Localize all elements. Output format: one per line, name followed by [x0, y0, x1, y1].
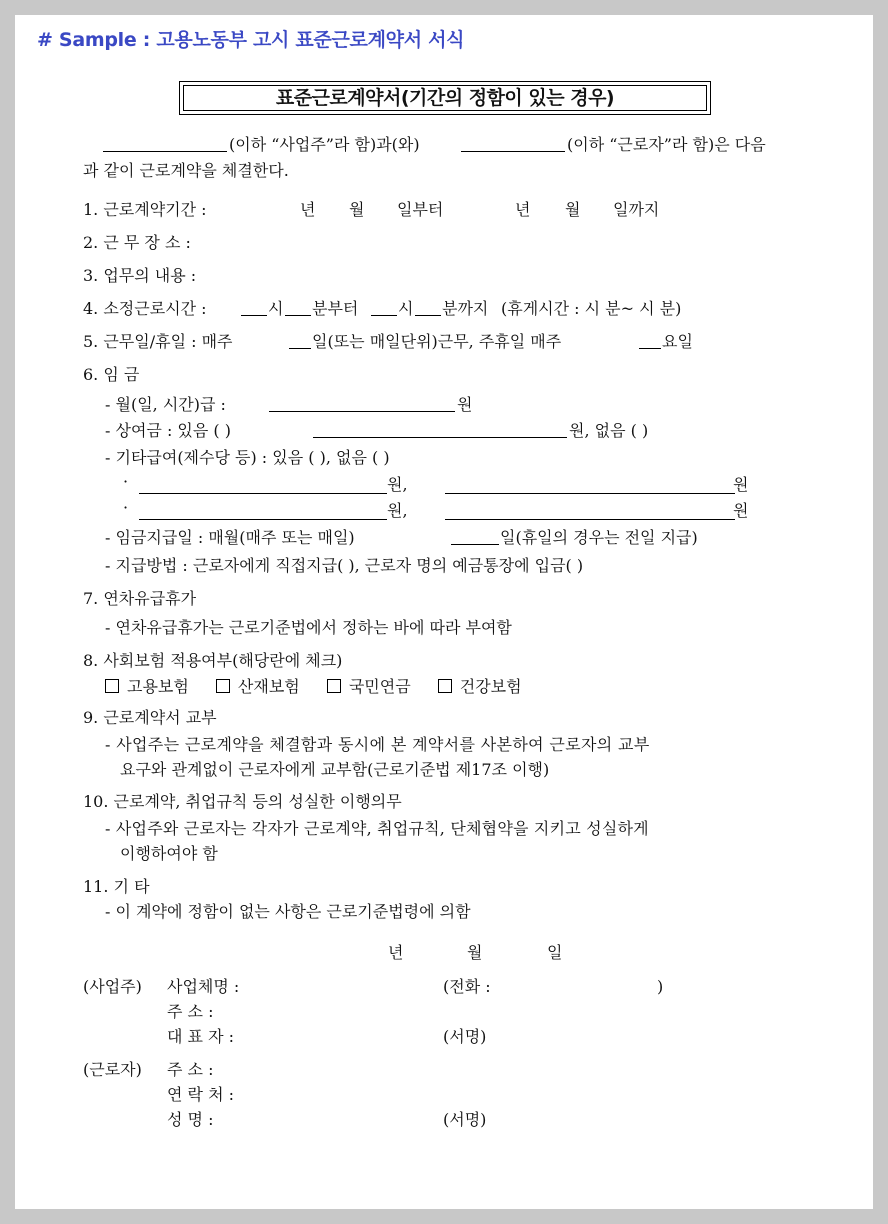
insurance-option-health[interactable]	[438, 677, 522, 696]
item6-bullet-1: ·	[123, 472, 129, 491]
worker-name: 성 명 :	[167, 1110, 214, 1129]
checkbox-industrial[interactable]	[216, 679, 230, 693]
item5-blank-days	[289, 348, 311, 349]
item1-month2: 월	[565, 200, 581, 219]
insurance-label-pension: 국민연금	[348, 677, 411, 696]
item4-hour1: 시	[268, 299, 284, 318]
item5-blank-weekday	[639, 348, 661, 349]
item10-line2: 이행하여야 함	[120, 844, 218, 863]
item1-from: 일부터	[397, 200, 444, 219]
item6-monthly-blank	[269, 411, 455, 412]
item6-monthly: - 월(일, 시간)급 :	[105, 395, 226, 414]
item6-bonus-none: 원, 없음 ( )	[569, 421, 649, 440]
item6-bonus: - 상여금 : 있음 ( )	[105, 421, 231, 440]
item6-other: - 기타급여(제수당 등) : 있음 ( ), 없음 ( )	[105, 448, 390, 467]
checkbox-health[interactable]	[438, 679, 452, 693]
item1-year2: 년	[515, 200, 531, 219]
worker-party: (근로자)	[83, 1060, 142, 1079]
employer-address: 주 소 :	[167, 1002, 214, 1021]
worker-address: 주 소 :	[167, 1060, 214, 1079]
document-page	[15, 15, 873, 1209]
item4-blank-min2	[415, 315, 441, 316]
checkbox-pension[interactable]	[327, 679, 341, 693]
item2-label: 2. 근 무 장 소 :	[83, 233, 191, 252]
employer-phone: (전화 :	[443, 977, 491, 996]
item7-desc: - 연차유급휴가는 근로기준법에서 정하는 바에 따라 부여함	[105, 618, 512, 637]
item6-won-1a: 원,	[387, 475, 408, 494]
insurance-label-industrial: 산재보험	[237, 677, 300, 696]
employer-phone-close: )	[657, 977, 664, 996]
item4-min-to: 분까지	[442, 299, 489, 318]
item6-won-2b: 원	[733, 501, 749, 520]
item6-method: - 지급방법 : 근로자에게 직접지급( ), 근로자 명의 예금통장에 입금( )	[105, 556, 584, 575]
document-title: 표준근로계약서(기간의 정함이 있는 경우)	[183, 85, 707, 111]
intro-employer-alias: (이하 “사업주”라 함)과(와)	[229, 135, 420, 154]
item6-payday-blank	[451, 544, 499, 545]
item5-day-text: 일(또는 매일단위)근무, 주휴일 매주	[312, 332, 562, 351]
item11-desc: - 이 계약에 정함이 없는 사항은 근로기준법령에 의함	[105, 902, 471, 921]
item6-label: 6. 임 금	[83, 365, 140, 384]
item4-label: 4. 소정근로시간 :	[83, 299, 207, 318]
item1-month1: 월	[349, 200, 365, 219]
title-box	[179, 81, 711, 115]
item5-weekday: 요일	[662, 332, 693, 351]
worker-blank	[461, 151, 565, 152]
item9-label: 9. 근로계약서 교부	[83, 708, 217, 727]
item6-other-blank-2b	[445, 519, 735, 520]
item4-min-from: 분부터	[312, 299, 359, 318]
employer-party: (사업주)	[83, 977, 142, 996]
item3-label: 3. 업무의 내용 :	[83, 266, 197, 285]
date-month: 월	[467, 943, 483, 962]
item4-break: (휴게시간 : 시 분~ 시 분)	[501, 299, 682, 318]
item5-label: 5. 근무일/휴일 : 매주	[83, 332, 233, 351]
item6-bonus-blank	[313, 437, 567, 438]
item4-hour2: 시	[398, 299, 414, 318]
item10-label: 10. 근로계약, 취업규칙 등의 성실한 이행의무	[83, 792, 402, 811]
sample-label: # Sample : 고용노동부 고시 표준근로계약서 서식	[37, 29, 465, 51]
insurance-label-health: 건강보험	[459, 677, 522, 696]
employer-company: 사업체명 :	[167, 977, 240, 996]
item9-line1: - 사업주는 근로계약을 체결함과 동시에 본 계약서를 사본하여 근로자의 교부	[105, 735, 650, 754]
item6-monthly-won: 원	[457, 395, 473, 414]
item6-payday-a: - 임금지급일 : 매월(매주 또는 매일)	[105, 528, 355, 547]
worker-sign: (서명)	[443, 1110, 487, 1129]
insurance-option-pension[interactable]	[327, 677, 411, 696]
item9-line2: 요구와 관계없이 근로자에게 교부함(근로기준법 제17조 이행)	[120, 760, 550, 779]
item6-other-blank-2a	[139, 519, 387, 520]
insurance-option-industrial[interactable]	[216, 677, 300, 696]
employer-rep: 대 표 자 :	[167, 1027, 235, 1046]
employer-sign: (서명)	[443, 1027, 487, 1046]
insurance-option-employment[interactable]	[105, 677, 189, 696]
item6-won-2a: 원,	[387, 501, 408, 520]
worker-contact: 연 락 처 :	[167, 1085, 235, 1104]
intro-worker-alias: (이하 “근로자”라 함)은 다음	[567, 135, 766, 154]
date-day: 일	[547, 943, 563, 962]
item6-other-blank-1b	[445, 493, 735, 494]
item6-payday-b: 일(휴일의 경우는 전일 지급)	[500, 528, 698, 547]
item1-year1: 년	[300, 200, 316, 219]
item4-blank-hour1	[241, 315, 267, 316]
item4-blank-hour2	[371, 315, 397, 316]
item6-bullet-2: ·	[123, 498, 129, 517]
item1-label: 1. 근로계약기간 :	[83, 200, 207, 219]
checkbox-employment[interactable]	[105, 679, 119, 693]
item10-line1: - 사업주와 근로자는 각자가 근로계약, 취업규칙, 단체협약을 지키고 성실하게	[105, 819, 649, 838]
item6-won-1b: 원	[733, 475, 749, 494]
item11-label: 11. 기 타	[83, 877, 150, 896]
item1-to: 일까지	[613, 200, 660, 219]
employer-blank	[103, 151, 227, 152]
intro-line2: 과 같이 근로계약을 체결한다.	[83, 161, 289, 180]
item7-label: 7. 연차유급휴가	[83, 589, 197, 608]
date-year: 년	[388, 943, 404, 962]
insurance-options	[105, 677, 522, 697]
item8-label: 8. 사회보험 적용여부(해당란에 체크)	[83, 651, 343, 670]
insurance-label-employment: 고용보험	[127, 677, 189, 696]
item4-blank-min1	[285, 315, 311, 316]
item6-other-blank-1a	[139, 493, 387, 494]
